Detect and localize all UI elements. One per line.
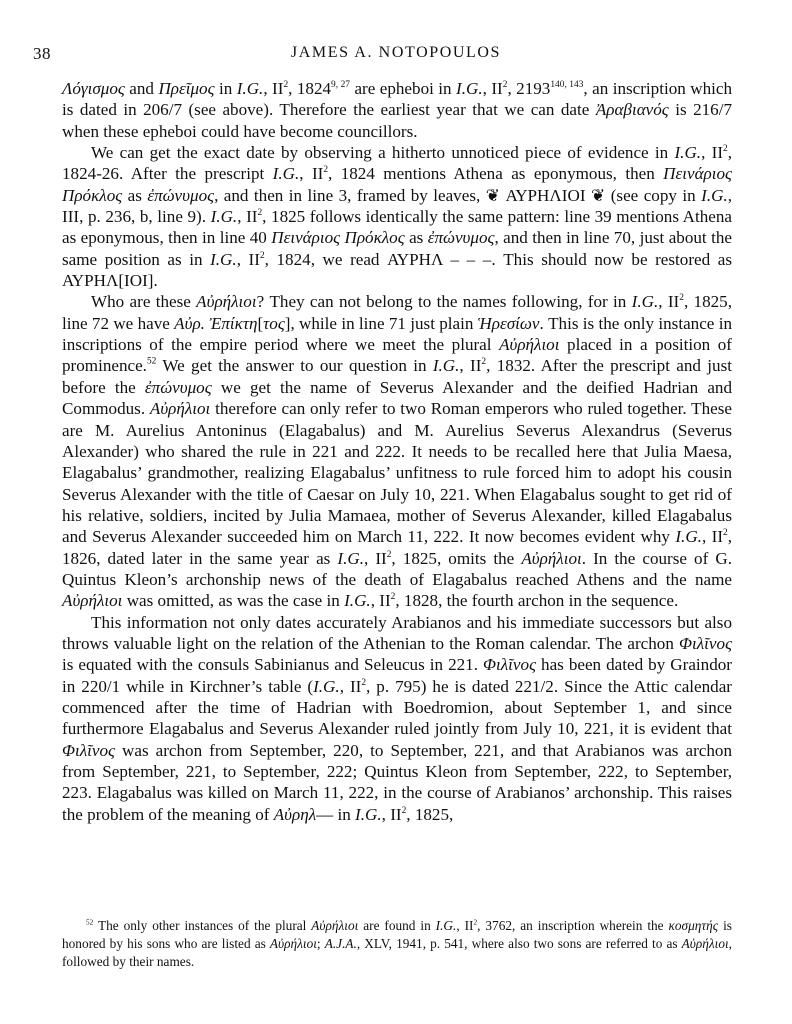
footnote-52: $^{52}$ The only other instances of the plural Αὐρήλιοι are found in I.G., $II^2$, 3762, an inscription wherein the κοσμητής is honored by his sons who are listed as Αὐρήλιοι; A.J.A., XLV, 1941, p. 541, where also two sons are referred to as Αὐρήλιοι, followed by their names.	[62, 917, 732, 970]
running-title: JAMES A. NOTOPOULOS	[290, 44, 502, 61]
page-number: 38	[33, 44, 51, 63]
page-header	[33, 44, 759, 70]
body-text	[62, 78, 732, 825]
footnote-section	[62, 917, 732, 972]
paragraph: Λόγισμος and Πρεῖμος in I.G., $II^2$, 1824$^{9, 27}$ are epheboi in I.G., $II^2$, 2193$^{140, 143}$, an inscription which is dated in 206/7 (see above). Therefore the earliest year that we can date Ἀραβιανός is 216/7 when these epheboi could have become councillors.	[62, 79, 733, 141]
paragraph: Who are these Αὐρήλιοι? They can not belong to the names following, for in I.G., $II^2$, 1825, line 72 we have Αὐρ. Ἐπίκτη[τος], while in line 71 just plain Ἡρεσίων. This is the only instance in inscriptions of the empire period where we meet the plural Αὐρήλιοι placed in a position of prominence.$^{52}$ We get the answer to our question in I.G., $II^2$, 1832. After the prescript and just before the ἐπώνυμος we get the name of Severus Alexander and the deified Hadrian and Commodus. Αὐρήλιοι therefore can only refer to two Roman emperors who ruled together. These are M. Aurelius Antoninus (Elagabalus) and M. Aurelius Severus Alexandrus (Severus Alexander) who shared the rule in 221 and 222. It needs to be recalled here that Julia Maesa, Elagabalus’ grandmother, realizing Elagabalus’ unfitness to rule forced him to adopt his cousin Severus Alexander with the title of Caesar on July 10, 221. When Elagabalus sought to get rid of his relative, soldiers, incited by Julia Mamaea, mother of Severus Alexander, killed Elagabalus and Severus Alexander succeeded him on March 11, 222. It now becomes evident why I.G., $II^2$, 1826, dated later in the same year as I.G., $II^2$, 1825, omits the Αὐρήλιοι. In the course of G. Quintus Kleon’s archonship news of the death of Elagabalus reached Athens and the name Αὐρήλιοι was omitted, as was the case in I.G., $II^2$, 1828, the fourth archon in the sequence.	[62, 292, 733, 611]
paragraph: This information not only dates accurately Arabianos and his immediate successors but also throws valuable light on the relation of the Athenian to the Roman calendar. The archon Φιλῖνος is equated with the consuls Sabinianus and Seleucus in 221. Φιλῖνος has been dated by Graindor in 220/1 while in Kirchner’s table (I.G., $II^2$, p. 795) he is dated 221/2. Since the Attic calendar commenced after the time of Hadrian with Boedromion, about September 1, and since furthermore Elagabalus and Severus Alexander ruled jointly from July 10, 221, it is evident that Φιλῖνος was archon from September, 220, to September, 221, and that Arabianos was archon from September, 221, to September, 222; Quintus Kleon from September, 222, to September, 223. Elagabalus was killed on March 11, 222, in the course of Arabianos’ archonship. This raises the problem of the meaning of Αὐρηλ— in I.G., $II^2$, 1825,	[62, 612, 733, 824]
paragraph: We can get the exact date by observing a hitherto unnoticed piece of evidence in I.G., $II^2$, 1824-26. After the prescript I.G., $II^2$, 1824 mentions Athena as eponymous, then Πεινάριος Πρόκλος as ἐπώνυμος, and then in line 3, framed by leaves, ❦ ΑΥΡΗΛΙΟΙ ❦ (see copy in I.G., III, p. 236, b, line 9). I.G., $II^2$, 1825 follows identically the same pattern: line 39 mentions Athena as eponymous, then in line 40 Πεινάριος Πρόκλος as ἐπώνυμος, and then in line 70, just about the same position as in I.G., $II^2$, 1824, we read ΑΥΡΗΛ – – –. This should now be restored as ΑΥΡΗΛ[ΙΟΙ].	[62, 143, 732, 291]
